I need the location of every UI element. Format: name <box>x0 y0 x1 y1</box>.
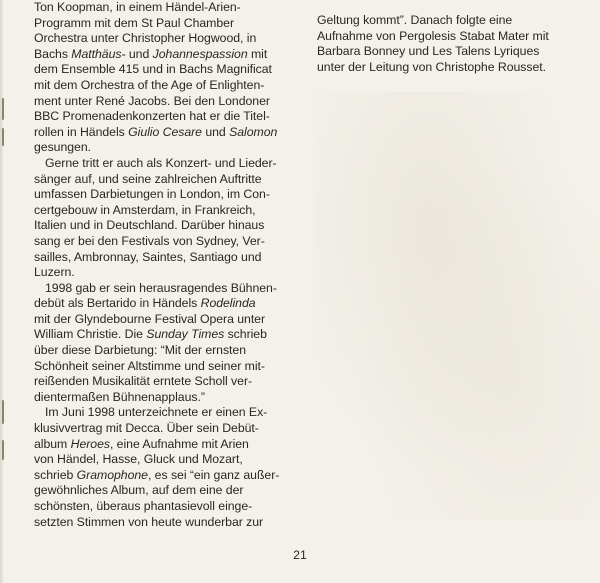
text-run: Programm mit dem St Paul Chamber <box>34 15 234 30</box>
text-line <box>34 405 279 421</box>
italic-title: Sunday Times <box>146 327 225 342</box>
text-line <box>34 218 279 234</box>
right-text-column <box>317 13 549 75</box>
text-line <box>34 0 279 16</box>
italic-title: Rodelinda <box>200 296 256 311</box>
text-line <box>34 499 279 515</box>
text-run: unter der Leitung von Christophe Rousset. <box>317 59 546 74</box>
text-line <box>34 359 279 375</box>
text-run: reißenden Musikalität erntete Scholl ver- <box>34 374 253 389</box>
text-line <box>34 265 279 281</box>
text-line <box>34 374 279 390</box>
text-line <box>34 187 279 203</box>
text-run: schrieb <box>224 327 267 342</box>
text-run: sänger auf, und seine zahlreichen Auftritte <box>34 171 262 186</box>
text-run: 1998 gab er sein herausragendes Bühnen- <box>45 280 277 295</box>
text-run: , eine Aufnahme mit Arien <box>109 436 249 451</box>
text-line <box>34 31 279 47</box>
text-line <box>34 312 279 328</box>
text-run: Ton Koopman, in einem Händel-Arien- <box>34 0 241 14</box>
text-run: mit dem Orchestra of the Age of Enlighten- <box>34 77 265 92</box>
text-line <box>34 47 279 63</box>
text-line <box>317 29 549 45</box>
text-run: Luzern. <box>34 265 75 280</box>
text-run: Barbara Bonney und Les Talens Lyriques <box>317 44 540 59</box>
italic-title: Salomon <box>229 124 278 139</box>
text-run: über diese Darbietung: “Mit der ernsten <box>34 343 246 358</box>
text-run: Italien und in Deutschland. Darüber hinaus <box>34 218 265 233</box>
text-line <box>34 421 279 437</box>
text-run: sailles, Ambronnay, Saintes, Santiago und <box>34 249 262 264</box>
text-line <box>317 44 549 60</box>
text-run: klusivvertrag mit Decca. Über sein Debüt- <box>34 421 259 436</box>
text-run: rollen in Händels <box>34 124 129 139</box>
text-run: und <box>201 124 230 139</box>
page-number: 21 <box>293 548 307 562</box>
text-run: mit der Glyndebourne Festival Opera unter <box>34 311 266 326</box>
binding-mark <box>2 440 4 460</box>
text-run: sang er bei den Festivals von Sydney, Ver- <box>34 233 265 248</box>
text-line <box>34 156 279 172</box>
text-line <box>34 327 279 343</box>
text-line <box>34 78 279 94</box>
text-run: Orchestra unter Christopher Hogwood, in <box>34 31 257 46</box>
text-run: Geltung kommt”. Danach folgte eine <box>317 13 513 27</box>
text-run: von Händel, Hasse, Gluck und Mozart, <box>34 452 243 467</box>
text-line <box>34 140 279 156</box>
italic-title: Matthäus- <box>71 46 126 61</box>
text-run: und <box>125 46 153 61</box>
text-run: setzten Stimmen von heute wunderbar zur <box>34 514 264 529</box>
text-run: gewöhnliches Album, auf dem eine der <box>34 483 244 498</box>
binding-mark <box>2 400 4 424</box>
text-run: Bachs <box>34 46 72 61</box>
text-line <box>34 343 279 359</box>
text-run: gesungen. <box>34 140 91 155</box>
text-line <box>34 452 279 468</box>
text-line <box>317 60 549 76</box>
text-run: dem Ensemble 415 und in Bachs Magnificat <box>34 62 272 77</box>
italic-title: Giulio Cesare <box>128 124 202 139</box>
text-run: umfassen Darbietungen in London, im Con- <box>34 187 270 202</box>
text-line <box>34 483 279 499</box>
page-spine-shadow <box>0 0 4 583</box>
binding-mark <box>2 128 4 146</box>
left-text-column <box>34 0 279 530</box>
text-line <box>317 13 549 29</box>
italic-title: Gramophone <box>76 467 148 482</box>
text-run: debüt als Bertarido in Händels <box>34 296 201 311</box>
text-line <box>34 172 279 188</box>
text-line <box>34 437 279 453</box>
text-line <box>34 296 279 312</box>
text-run: William Christie. Die <box>34 327 147 342</box>
text-run: BBC Promenadenkonzerten hat er die Titel- <box>34 109 270 124</box>
text-run: Schönheit seiner Altstimme und seiner mit- <box>34 358 265 373</box>
text-line <box>34 62 279 78</box>
text-run: ment unter René Jacobs. Bei den Londoner <box>34 93 270 108</box>
text-line <box>34 203 279 219</box>
text-line <box>34 109 279 125</box>
text-run: certgebouw in Amsterdam, in Frankreich, <box>34 202 256 217</box>
binding-mark <box>2 98 4 120</box>
text-line <box>34 16 279 32</box>
text-run: mit <box>247 46 268 61</box>
text-line <box>34 281 279 297</box>
text-line <box>34 250 279 266</box>
show-through-background <box>313 92 600 520</box>
text-run: album <box>34 436 71 451</box>
text-line <box>34 234 279 250</box>
text-run: schönsten, überaus phantasievoll einge- <box>34 499 253 513</box>
text-run: , es sei “ein ganz außer- <box>147 467 280 482</box>
text-line <box>34 515 279 531</box>
text-run: schrieb <box>34 467 77 482</box>
italic-title: Heroes <box>70 436 110 451</box>
text-run: dientermaßen Bühnenapplaus.” <box>34 389 205 404</box>
text-run: Aufnahme von Pergolesis Stabat Mater mit <box>317 28 549 43</box>
italic-title: Johannespassion <box>152 46 248 61</box>
text-line <box>34 390 279 406</box>
text-run: Gerne tritt er auch als Konzert- und Lieder- <box>45 155 277 170</box>
text-line <box>34 125 279 141</box>
text-line <box>34 468 279 484</box>
text-line <box>34 94 279 110</box>
text-run: Im Juni 1998 unterzeichnete er einen Ex- <box>45 405 268 420</box>
